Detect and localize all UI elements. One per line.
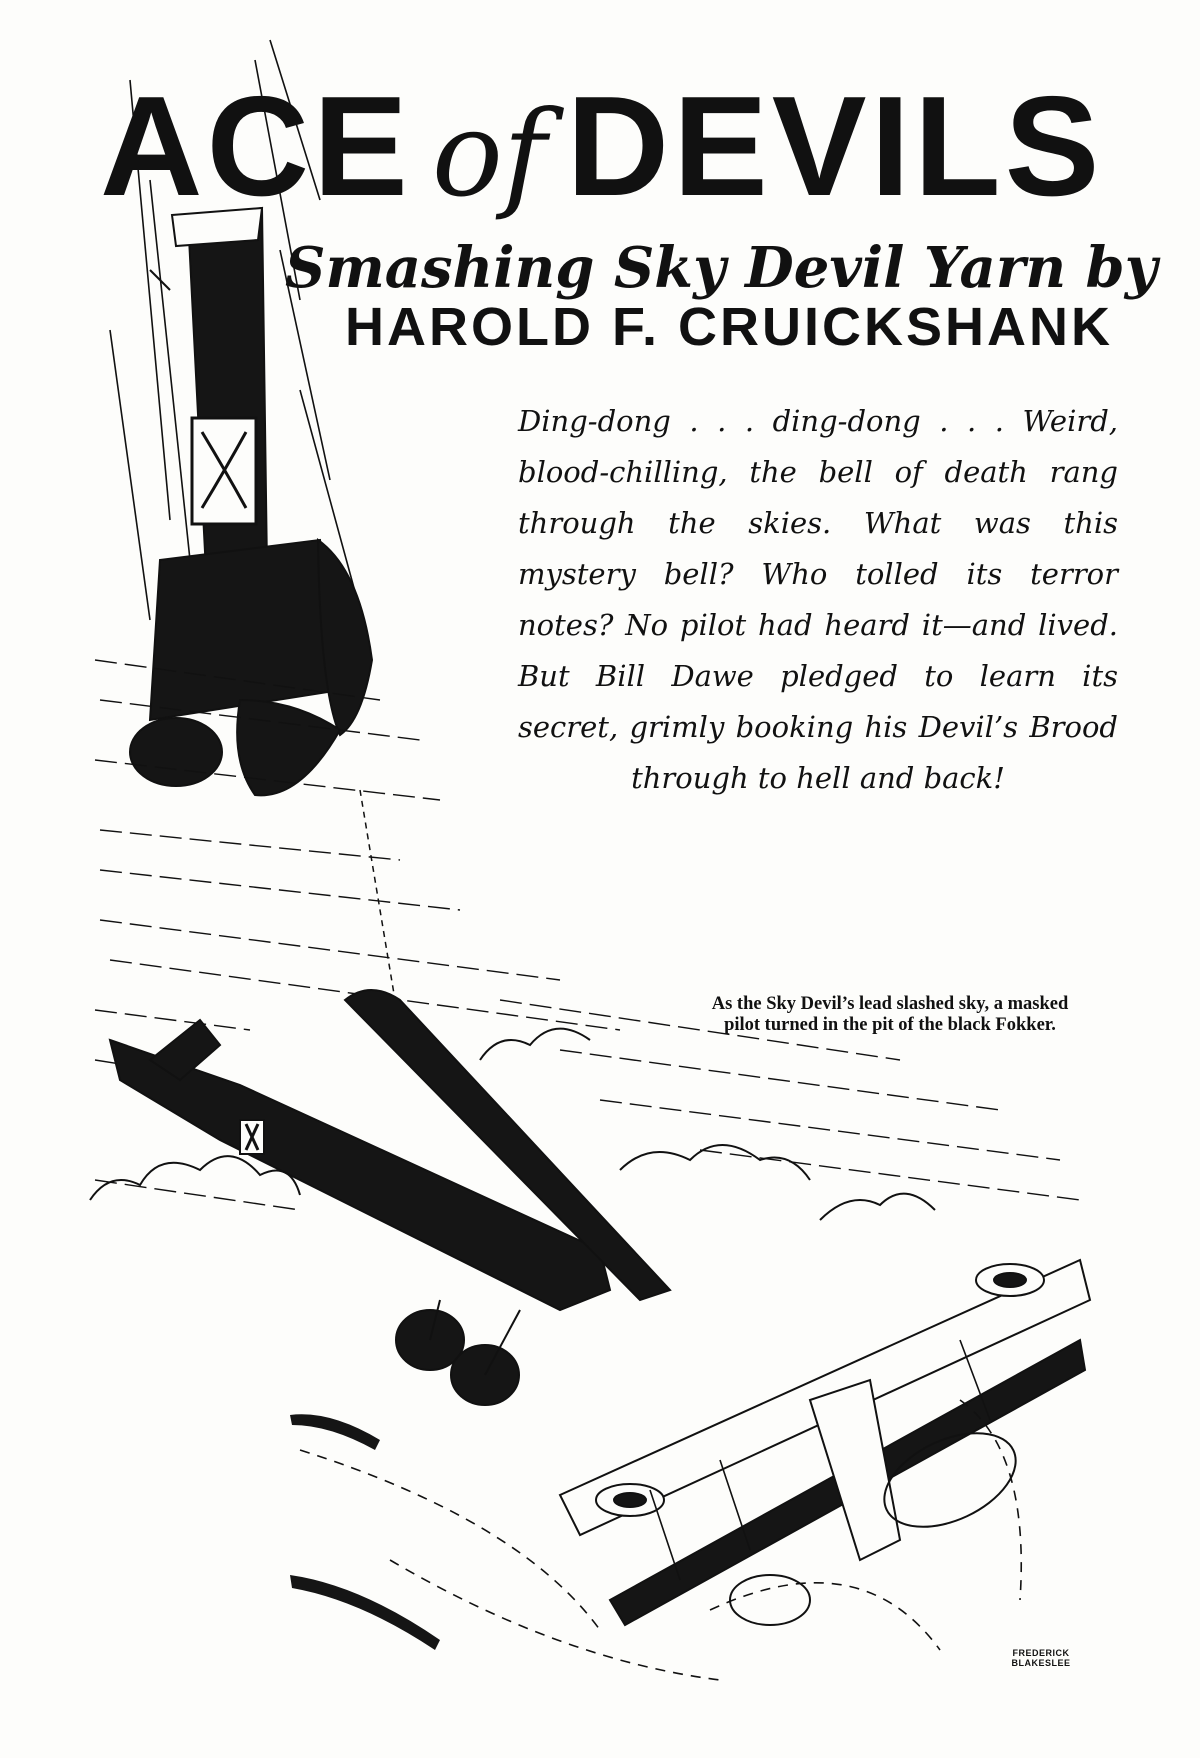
author-byline: HAROLD F. CRUICKSHANK	[345, 297, 1113, 357]
streak-trails	[290, 1414, 440, 1650]
tracer-line	[360, 790, 395, 1000]
story-subtitle: Smashing Sky Devil Yarn by	[285, 235, 1158, 301]
black-fokker	[110, 990, 670, 1405]
title-part-of: of	[431, 85, 547, 223]
artist-signature: FREDERICK BLAKESLEE	[1011, 1648, 1071, 1668]
story-title	[100, 67, 1104, 229]
title-part-devils: DEVILS	[566, 67, 1104, 226]
illustration-caption: As the Sky Devil’s lead slashed sky, a masked pilot turned in the pit of the black Fokker.	[711, 994, 1069, 1035]
allied-biplane	[560, 1260, 1090, 1625]
title-part-ace: ACE	[100, 67, 412, 226]
story-blurb: Ding-dong . . . ding-dong . . . Weird, blood-chilling, the bell of death rang through the skies. What was this mystery bell? Who tolled its terror notes? No pilot had heard it—and lived. But Bill Dawe pledged to learn its secret, grimly booking his Devil’s Brood through to hell and back!	[518, 404, 1118, 795]
